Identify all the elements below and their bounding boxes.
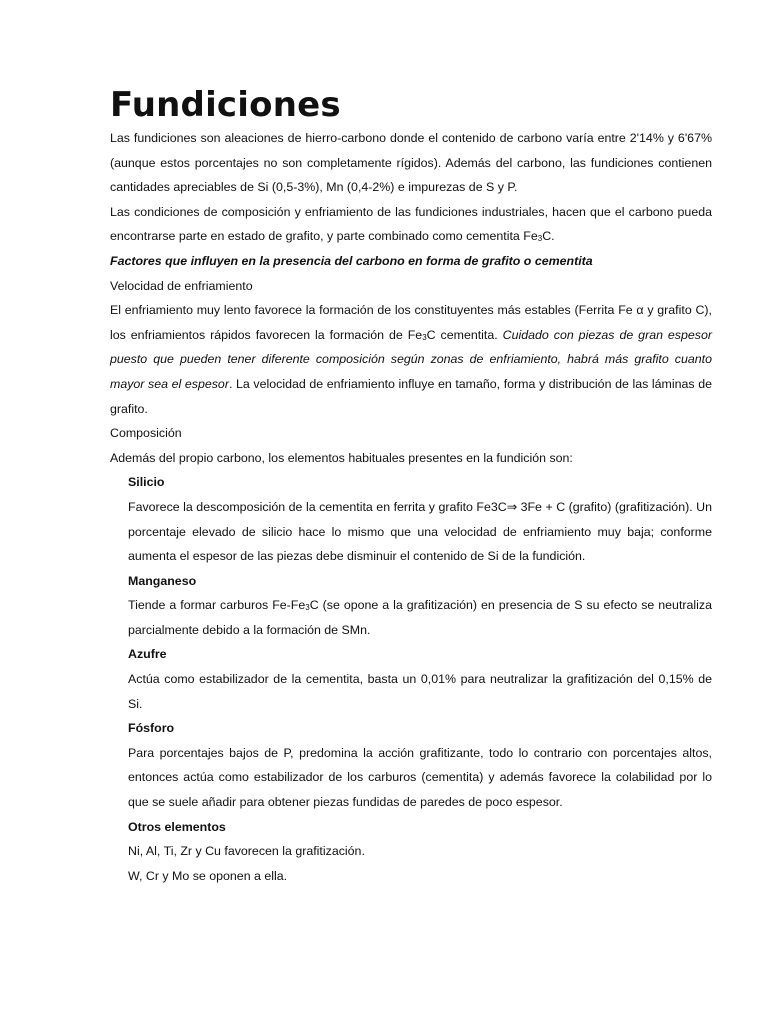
- manganese-heading: Manganeso: [128, 573, 197, 588]
- phosphorus-paragraph: Para porcentajes bajos de P, predomina la acción grafitizante, todo lo contrario con porcentajes altos, entonces actúa como estabilizador de los carburos (cementita) y además favorece la colabilidad por lo que se suele añadir para obtener piezas fundidas de paredes de poco espesor.: [128, 745, 712, 810]
- manganese-paragraph: [128, 593, 712, 642]
- composition-heading: Composición: [110, 426, 182, 441]
- factors-heading: Factores que influyen en la presencia del carbono en forma de grafito o cementita: [110, 253, 593, 268]
- phosphorus-heading: Fósforo: [128, 721, 175, 736]
- carbon-state-paragraph: [110, 200, 712, 249]
- document-page: [110, 84, 712, 888]
- silicon-heading: Silicio: [128, 475, 165, 490]
- sulfur-heading: Azufre: [128, 647, 167, 662]
- others-heading: Otros elementos: [128, 819, 226, 834]
- elements-list: [128, 470, 712, 888]
- subscript: 3: [422, 332, 427, 342]
- subscript: 3: [305, 603, 310, 613]
- subscript: 3: [537, 234, 543, 244]
- cooling-paragraph: [110, 298, 712, 421]
- others-line-2: W, Cr y Mo se oponen a ella.: [128, 868, 288, 883]
- intro-paragraph: Las fundiciones son aleaciones de hierro-carbono donde el contenido de carbono varía entre 2'14% y 6'67% (aunque estos porcentajes no son completamente rígidos). Además del carbono, las fundiciones contienen cantidades apreciables de Si (0,5-3%), Mn (0,4-2%) e impurezas de S y P.: [110, 131, 712, 195]
- cooling-text: El enfriamiento muy lento favorece la formación de los constituyentes más estables (Ferrita Fe α y grafito C), los enfriamientos rápidos favorecen la formación de Fe: [110, 303, 712, 342]
- manganese-text-end: C (se opone a la grafitización) en presencia de S su efecto se neutraliza parcialmente debido a la formación de SMn.: [128, 598, 713, 637]
- cooling-italic-note: Cuidado con piezas de gran espesor puesto que pueden tener diferente composición según zonas de enfriamiento, habrá más grafito cuanto mayor sea el espesor: [110, 327, 712, 391]
- page-title: Fundiciones: [110, 85, 341, 125]
- silicon-paragraph: Favorece la descomposición de la cementita en ferrita y grafito Fe3C⇒ 3Fe + C (grafito) (grafitización). Un porcentaje elevado de silicio hace lo mismo que una velocidad de enfriamiento muy baja; conforme aumenta el espesor de las piezas debe disminuir el contenido de Si de la fundición.: [128, 499, 712, 564]
- cooling-heading: Velocidad de enfriamiento: [110, 278, 253, 293]
- carbon-state-text: Las condiciones de composición y enfriamiento de las fundiciones industriales, hacen que el carbono pueda encontrarse parte en estado de grafito, y parte combinado como cementita Fe: [110, 204, 712, 244]
- others-line-1: Ni, Al, Ti, Zr y Cu favorecen la grafitización.: [128, 844, 365, 859]
- composition-intro: Además del propio carbono, los elementos habituales presentes en la fundición son:: [110, 450, 573, 465]
- carbon-state-text-end: C.: [542, 229, 555, 244]
- cooling-text-mid: C cementita.: [426, 327, 503, 342]
- manganese-text: Tiende a formar carburos Fe-Fe: [128, 598, 306, 613]
- sulfur-paragraph: Actúa como estabilizador de la cementita, basta un 0,01% para neutralizar la grafitización del 0,15% de Si.: [128, 672, 712, 711]
- cooling-text-end: . La velocidad de enfriamiento influye en tamaño, forma y distribución de las láminas de grafito.: [110, 376, 712, 416]
